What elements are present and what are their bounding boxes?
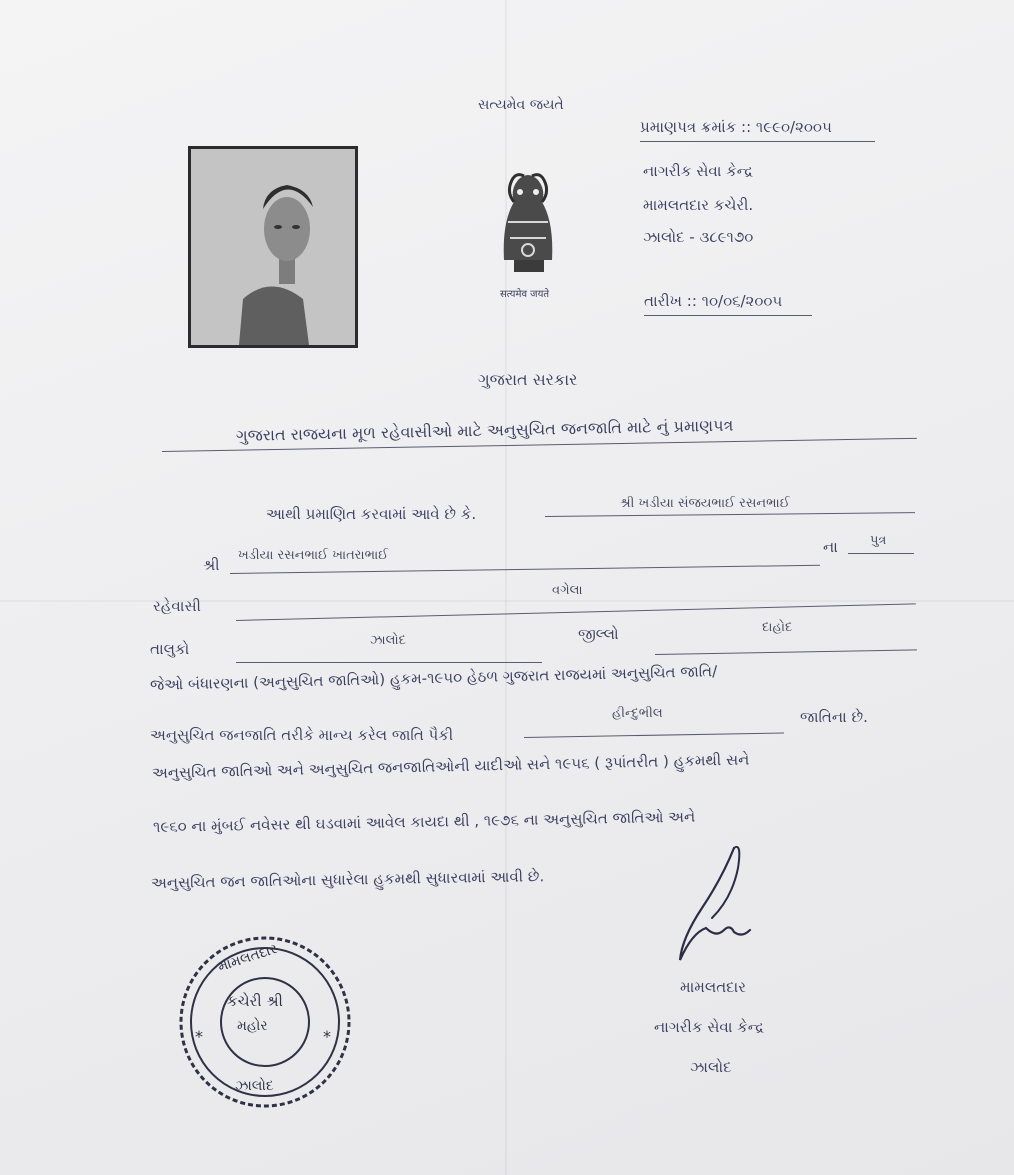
act-line: ૧૯૬૦ ના મુંબઈ નવેસર થી ઘડવામાં આવેલ કાયદા થી , ૧૯૭૬ ના અનુસુચિત જાતિઓ અને [152, 807, 696, 836]
certificate-title: ગુજરાત રાજયના મૂળ રહેવાસીઓ માટે અનુસુચિત જનજાતિ માટે નું પ્રમાણપત્ર [235, 415, 734, 445]
signatory-office: નાગરીક સેવા કેન્દ્ર [654, 1018, 765, 1036]
resident-label: રહેવાસી [153, 597, 201, 615]
official-seal-stamp [175, 932, 355, 1112]
father-name: ખડીયા રસનભાઈ ખાતરાભાઈ [238, 548, 389, 563]
amended-line: અનુસુચિત જન જાતિઓના સુધારેલા હુકમથી સુધારવામાં આવી છે. [150, 867, 545, 892]
district-line [655, 649, 917, 655]
certify-label: આથી પ્રમાણિત કરવામાં આવે છે કે. [266, 505, 477, 523]
seal-middle-text-2: મહોર [237, 1018, 268, 1034]
district-value: દાહોદ [762, 620, 793, 635]
svg-text:*: * [195, 1027, 203, 1046]
government-heading: ગુજરાત સરકાર [478, 370, 578, 389]
village-line [236, 603, 916, 621]
emblem-caption: सत्यमेव जयते [500, 289, 550, 300]
taluka-label: તાલુકો [150, 640, 190, 658]
na-label: ના [823, 538, 838, 556]
caste-suffix: જાતિના છે. [800, 708, 868, 726]
caste-value: હીન્દુભીલ [612, 706, 663, 721]
seal-top-text: મામલતદાર [216, 940, 280, 976]
issue-date-underline [644, 315, 812, 316]
national-motto: સત્યમેવ જયતે [478, 97, 564, 113]
signatory-place: ઝાલોદ [690, 1058, 732, 1076]
office-address: ઝાલોદ - ૩૮૯૧૭૦ [643, 228, 754, 246]
signature-image [672, 838, 782, 968]
certificate-number-underline [640, 141, 875, 142]
relation-line [848, 553, 914, 554]
office-line-1: નાગરીક સેવા કેન્દ્ર [643, 162, 754, 180]
recognized-line: અનુસુચિત જનજાતિ તરીકે માન્ય કરેલ જાતિ પૈકી [150, 726, 454, 744]
seal-middle-text-1: કચેરી શ્રી [227, 992, 283, 1010]
taluka-value: ઝાલોદ [370, 633, 406, 648]
caste-line [524, 732, 784, 738]
certificate-number: પ્રમાણપત્ર ક્રમાંક :: ૧૯૯૦/૨૦૦૫ [640, 118, 832, 136]
father-name-line [230, 565, 820, 574]
office-line-2: મામલતદાર કચેરી. [643, 196, 754, 214]
village-value: વગેલા [552, 583, 583, 598]
lists-line: અનુસુચિત જાતિઓ અને અનુસુચિત જનજાતિઓની યાદીઓ સને ૧૯૫૬ ( રૂપાંતરીત ) હુકમથી સને [151, 750, 750, 782]
taluka-line [236, 662, 542, 663]
shri-label: શ્રી [203, 556, 220, 574]
order-line: જેઓ બંધારણના (અનુસુચિત જાતિઓ) હુકમ-૧૯૫૦ હેઠળ ગુજરાત રાજયમાં અનુસુચિત જાતિ/ [149, 662, 718, 694]
issue-date: તારીખ :: ૧૦/૦૬/૨૦૦૫ [644, 292, 783, 310]
relation-value: પુત્ર [870, 533, 887, 548]
signatory-title: મામલતદાર [680, 978, 746, 996]
seal-bottom-text: ઝાલોદ [235, 1078, 274, 1094]
holder-name: શ્રી ખડીયા સંજયભાઈ રસનભાઈ [620, 496, 790, 511]
state-emblem-image [486, 162, 570, 302]
holder-photo [188, 146, 358, 348]
holder-name-line [545, 512, 915, 517]
district-label: જીલ્લો [578, 625, 619, 643]
svg-text:*: * [323, 1027, 331, 1046]
